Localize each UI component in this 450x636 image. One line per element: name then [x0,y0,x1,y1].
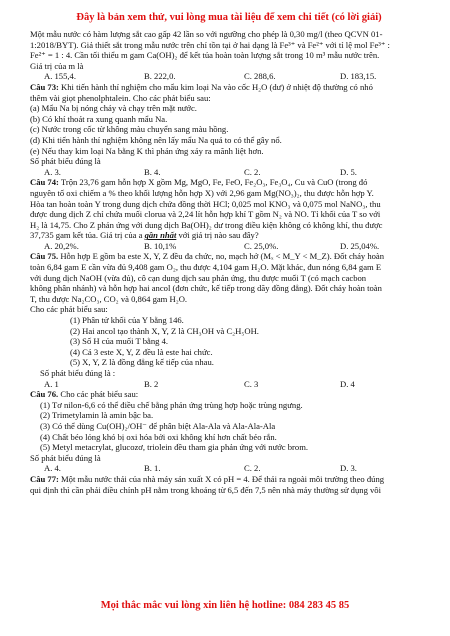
text-line: Fe²⁺ = 1 : 4. Cần tối thiểu m gam Ca(OH)₂ để kết tủa hoàn toàn lượng sắt trong 10 m³ mẫu nước trên. [30,50,380,61]
question-label: Câu 77: [30,473,59,484]
statement: (2) Hai ancol tạo thành X, Y, Z là CH₃OH và C₂H₅OH. [70,325,259,336]
question-72 [30,29,428,82]
option-b: B. 4. [144,166,161,177]
hotline-footer: Mọi thắc mắc vui lòng xin liên hệ hotline: 084 283 45 85 [100,600,350,611]
text-line: qui định thì cần phải điều chỉnh pH nằm trong khoảng từ 6,5 đến 7,5 nên nhà máy thường sử dụng vôi [30,484,381,495]
text-line: T, thu được Na₂CO₃, CO₂ và 0,864 gam H₂O. [30,293,188,304]
option-b: B. 10,1% [144,240,177,251]
question-label: Câu 73: [30,81,59,92]
text-line: được dung dịch Z chỉ chứa muối clorua và 2,24 lít hỗn hợp khí T gồm N₂ và NO. Tỉ khối của T so với [30,209,381,220]
question-74 [30,177,428,251]
text-line: Câu 76. Cho các phát biểu sau: [30,389,139,400]
text-line: Số phát biểu đúng là : [40,368,116,378]
preview-banner: Đây là bản xem thử, vui lòng mua tài liệu để xem chi tiết (có lời giải) [76,12,382,23]
option-d: D. 5. [340,166,357,177]
text-line: (c) Nước trong cốc từ không màu chuyển sang màu hồng. [30,124,229,135]
text-line: Cho các phát biểu sau: [30,304,108,315]
option-a: A. 3. [44,166,61,177]
text-line: 37,735 gam kết tủa. Giá trị của a gần nhất với giá trị nào sau đây? [30,230,259,241]
option-d: D. 183,15. [340,71,377,82]
text-line: Câu 74: Trộn 23,76 gam hỗn hợp X gồm Mg, MgO, Fe, FeO, Fe₂O₃, Fe₃O₄, Cu và CuO (trong đó [30,177,368,188]
text-line: toàn 6,84 gam E cần vừa đủ 9,408 gam O₂, thu được 4,104 gam H₂O. Mặt khác, đun nóng 6,84 gam E [30,262,382,273]
option-d: D. 4 [340,378,355,389]
answer-options [30,167,428,178]
question-77 [30,474,428,495]
text-line: Câu 75. Hỗn hợp E gồm ba este X, Y, Z đều đa chức, no, mạch hở (Mₓ < M_Y < M_Z). Đốt cháy hoàn [30,251,385,262]
statement: (1) Phân tử khối của Y bằng 146. [70,315,184,326]
option-b: B. 2 [144,378,159,389]
statement: (4) Cả 3 este X, Y, Z đều là este hai chức. [70,346,213,357]
option-d: D. 25,04%. [340,240,380,251]
answer-options [30,379,428,390]
statement: (5) X, Y, Z là đồng đẳng kế tiếp của nhau. [70,357,214,368]
text-line: thêm vài giọt phenolphtalein. Cho các phát biểu sau: [30,92,211,103]
text-line: không phân nhánh) và hỗn hợp hai ancol (đơn chức, kế tiếp trong dãy đồng đẳng). Đốt cháy hoàn toàn [30,283,382,294]
text-line: nguyên tố oxi chiếm a % theo khối lượng hỗn hợp X) với 2,96 gam Mg(NO₃)₂, thu được hỗn hợp Y. [30,187,374,198]
text-line: Số phát biểu đúng là [30,452,101,463]
text-line: Số phát biểu đúng là [30,156,101,167]
option-d: D. 3. [340,463,357,474]
question-label: Câu 76. [30,389,59,400]
text-line: (d) Khi tiến hành thí nghiệm không nên lấy mẩu Na quá to có thể gây nổ. [30,134,282,145]
statement: (3) Số H của muối T bằng 4. [70,336,169,347]
option-a: A. 155,4. [44,71,76,82]
option-c: C. 25,0%. [244,240,279,251]
statement: (5) Metyl metacrylat, glucozơ, triolein đều tham gia phản ứng với nước brom. [40,442,309,453]
text-line: 1:2018/BYT). Giả thiết sắt trong mẫu nước trên chỉ tồn tại ở hai dạng là Fe³⁺ và Fe²⁺ với tỉ lệ mol Fe³⁺ : [30,39,390,50]
statement: (3) Có thể dùng Cu(OH)₂/OH⁻ để phân biệt Ala-Ala và Ala-Ala-Ala [40,420,276,431]
answer-options [30,241,428,252]
statement: (1) Tơ nilon-6,6 có thể điều chế bằng phản ứng trùng hợp hoặc trùng ngưng. [40,399,303,410]
option-b: B. 222,0. [144,71,176,82]
text-line: Giá trị của m là [30,60,84,71]
text-line: (e) Nếu thay kim loại Na bằng K thì phản ứng xảy ra mãnh liệt hơn. [30,145,264,156]
text-line: H₂ là 14,75. Cho Z phản ứng với dung dịch Ba(OH)₂ dư trong điều kiện không có không khí, thu được [30,219,383,230]
question-label: Câu 75. [30,251,59,262]
text-line: (b) Có khí thoát ra xung quanh mẩu Na. [30,113,168,124]
question-73 [30,82,428,177]
statement: (2) Trimetylamin là amin bậc ba. [40,410,154,421]
option-b: B. 1. [144,463,161,474]
text-line: Câu 73: Khi tiến hành thí nghiệm cho mẩu kim loại Na vào cốc H₂O (dư) ở nhiệt độ thường có nhỏ [30,81,373,92]
text-line: với dung dịch NaOH (vừa đủ), cô cạn dung dịch sau phản ứng, thu được muối T (có mạch cacbon [30,272,367,283]
statement: (4) Chất béo lỏng khó bị oxi hóa bởi oxi không khí hơn chất béo rắn. [40,431,277,442]
answer-options [30,463,428,474]
answer-options [30,71,428,82]
option-a: A. 20,2%. [44,240,79,251]
question-label: Câu 74: [30,177,59,188]
option-c: C. 2. [244,463,261,474]
question-75 [30,251,428,389]
question-76 [30,389,428,474]
option-a: A. 1 [44,378,59,389]
text-line: Câu 77: Một mẫu nước thải của nhà máy sản xuất X có pH = 4. Để thải ra ngoài môi trường theo đúng [30,473,385,484]
text-line: Hòa tan hoàn toàn Y trong dung dịch chứa đồng thời HCl; 0,025 mol KNO₃ và 0,075 mol NaNO₃, thu [30,198,381,209]
option-c: C. 2. [244,166,261,177]
option-c: C. 3 [244,378,259,389]
emphasis: gần nhất [144,230,177,241]
text-line: Một mẫu nước có hàm lượng sắt cao gấp 42 lần so với ngưỡng cho phép là 0,30 mg/l (theo QCVN 01- [30,29,383,39]
option-a: A. 4. [44,463,61,474]
text-line: (a) Mẩu Na bị nóng chảy và chạy trên mặt nước. [30,103,197,114]
option-c: C. 288,6. [244,71,276,82]
